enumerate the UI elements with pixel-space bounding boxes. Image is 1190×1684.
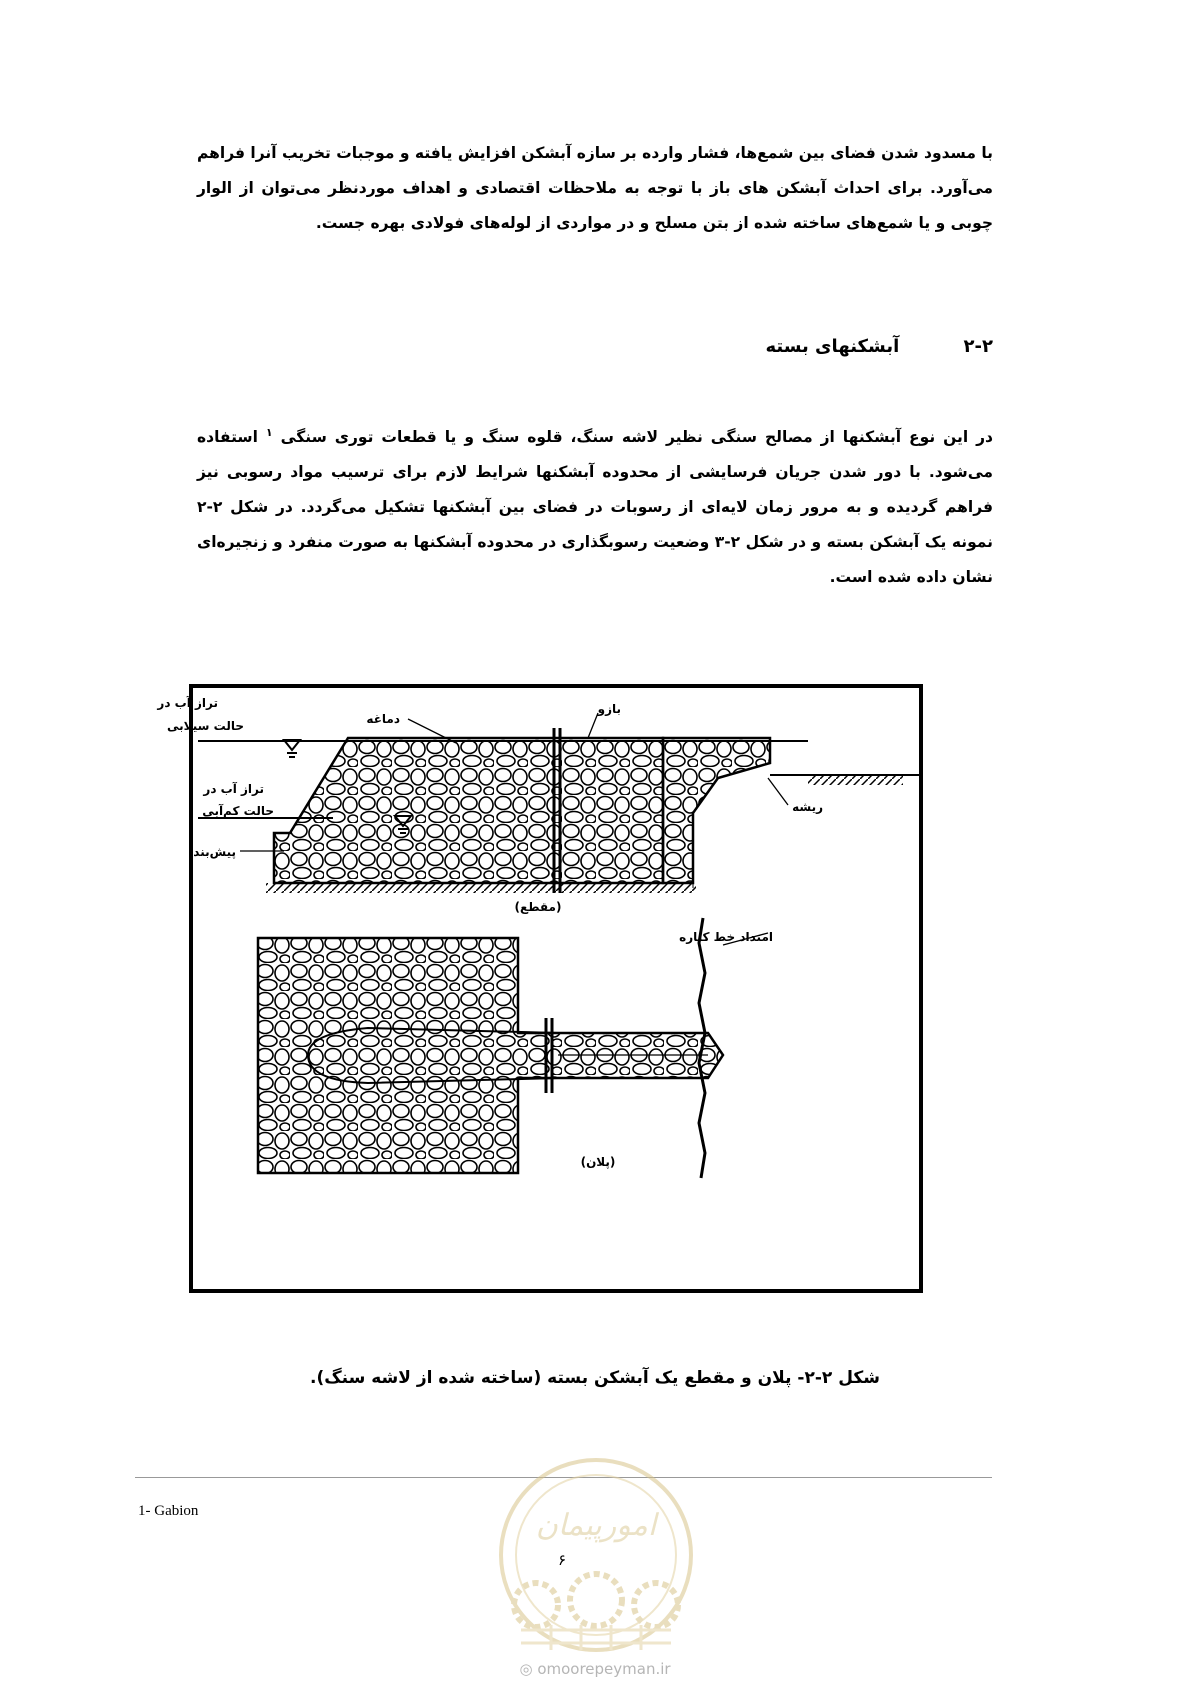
label-low-level-2: حالت کم‌آبی — [202, 804, 274, 818]
label-flood-level-2: حالت سیلابی — [167, 719, 244, 733]
label-plan-view: (پلان) — [580, 1155, 616, 1169]
label-low-level-1: تراز آب در — [203, 782, 264, 796]
page-number: ۶ — [558, 1551, 567, 1569]
seal-text: امورپیمان — [535, 1508, 657, 1543]
footnote: 1- Gabion — [138, 1503, 199, 1519]
groin-figure — [157, 683, 930, 1303]
plan-stone-body — [253, 933, 733, 1178]
section-stone-body — [268, 733, 778, 893]
watermark-seal — [481, 1455, 711, 1660]
paragraph-1-line-2: برای احداث آبشکن های باز با توجه به ملاحظات اقتصادی و اهداف موردنظر می‌توان از الوار چوبی و یا شمع‌های — [197, 179, 993, 232]
label-section-view: (مقطع) — [514, 900, 562, 914]
section-title: آبشکنهای بسته — [765, 336, 900, 357]
website-watermark — [0, 1660, 1190, 1678]
paragraph-2 — [197, 415, 993, 595]
globe-icon: ◎ — [519, 1660, 533, 1678]
bank-hatch — [808, 775, 903, 785]
section-number: ۲-۲ — [963, 336, 993, 357]
label-root: ریشه — [792, 800, 823, 814]
paragraph-1 — [197, 136, 993, 241]
figure-caption: شکل ۲-۲- پلان و مقطع یک آبشکن بسته (ساخته شده از لاشه سنگ). — [310, 1368, 880, 1388]
label-bank-line: امتداد خط کناره — [679, 930, 773, 944]
label-arm: بازو — [597, 702, 621, 716]
website-text: omoorepeyman.ir — [537, 1660, 671, 1678]
footnote-reference: ۱ — [265, 426, 273, 439]
label-flood-level-1: تراز آب در — [157, 696, 218, 710]
label-nose: دماغه — [366, 712, 400, 726]
paragraph-1-line-1: با مسدود شدن فضای بین شمع‌ها، فشار وارده بر سازه آبشکن افزایش یافته و موجبات تخریب آنرا فراهم می‌آورد. — [197, 144, 993, 197]
bed-hatch — [266, 883, 696, 893]
paragraph-1-line-3: ساخته شده از بتن مسلح و در مواردی از لوله‌های فولادی بهره جست. — [315, 214, 841, 232]
water-level-symbol-flood — [284, 740, 300, 757]
section-heading — [765, 336, 993, 357]
paragraph-2-part-2: استفاده می‌شود. با دور شدن جریان فرسایشی از محدوده آبشکنها شرایط لازم برای ترسیب مواد رسوبی نیز فراهم گردیده و به مرور زمان لایه‌ای از رسوبات در فضای بین آبشکنها تشکیل می‌گردد. در شکل ۲-۲ نمونه یک آبشکن بسته و در شکل ۲-۳ وضعیت رسوبگذاری در محدوده آبشکنها به صورت منفرد و زنجیره‌ای نشان داده شده است. — [197, 428, 993, 587]
paragraph-2-part-1: در این نوع آبشکنها از مصالح سنگی نظیر لاشه سنگ، قلوه سنگ و یا قطعات توری سنگی — [280, 428, 993, 447]
label-apron: پیش‌بند — [193, 845, 236, 859]
